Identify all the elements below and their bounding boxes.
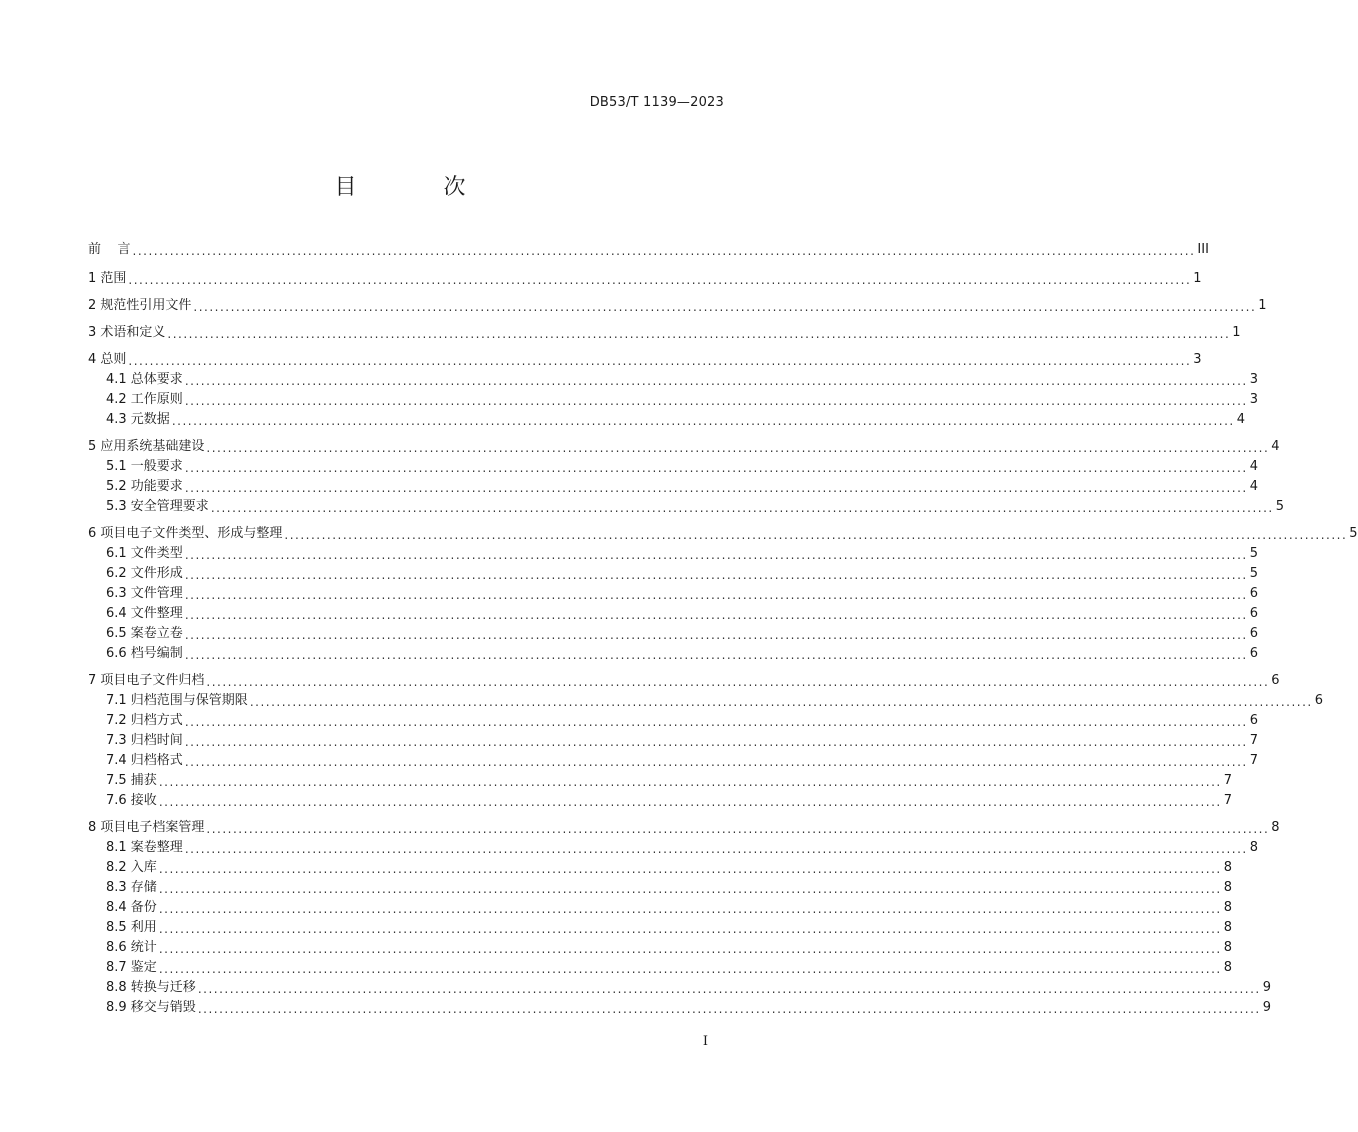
toc-entry-label: 8.9 移交与销毁: [106, 1000, 196, 1015]
toc-entry[interactable]: [106, 390, 1258, 410]
toc-entry-page: III: [1197, 242, 1209, 257]
toc-entry[interactable]: [88, 524, 1358, 544]
toc-entry-label: 6.3 文件管理: [106, 586, 183, 601]
toc-entry-label: 8.3 存储: [106, 880, 157, 895]
toc-entry-page: 6: [1249, 646, 1258, 661]
toc-leader-dots: ........................................................................................................................................................................................................: [158, 902, 1222, 916]
toc-entry-page: 5: [1349, 526, 1358, 541]
toc-leader-dots: ........................................................................................................................................................................................................: [206, 675, 1270, 689]
toc-entry-label: 6.4 文件整理: [106, 606, 183, 621]
toc-leader-dots: ........................................................................................................................................................................................................: [184, 568, 1248, 582]
toc-entry-page: 6: [1271, 673, 1280, 688]
toc-entry-label: 8.6 统计: [106, 940, 157, 955]
page-number: I: [702, 1034, 708, 1049]
toc-entry[interactable]: [88, 323, 1241, 343]
toc-entry[interactable]: [106, 691, 1323, 711]
toc-entry-page: 5: [1249, 546, 1258, 561]
toc-entry[interactable]: [106, 918, 1232, 938]
toc-entry-page: 9: [1262, 980, 1271, 995]
toc-entry-label: 6 项目电子文件类型、形成与整理: [88, 526, 283, 541]
toc-entry-label: 1 范围: [88, 271, 127, 286]
toc-entry-label: 7.2 归档方式: [106, 713, 183, 728]
toc-leader-dots: ........................................................................................................................................................................................................: [184, 588, 1248, 602]
toc-entry-page: 6: [1249, 606, 1258, 621]
toc-leader-dots: ........................................................................................................................................................................................................: [184, 461, 1248, 475]
toc-leader-dots: ........................................................................................................................................................................................................: [184, 394, 1248, 408]
toc-entry[interactable]: [106, 644, 1258, 664]
toc-entry-page: 8: [1271, 820, 1280, 835]
toc-entry[interactable]: [106, 564, 1258, 584]
toc-leader-dots: ........................................................................................................................................................................................................: [197, 1002, 1261, 1016]
toc-entry[interactable]: [106, 624, 1258, 644]
toc-leader-dots: ........................................................................................................................................................................................................: [193, 300, 1257, 314]
toc-entry-label: 8.8 转换与迁移: [106, 980, 196, 995]
toc-entry[interactable]: [106, 604, 1258, 624]
toc-leader-dots: ........................................................................................................................................................................................................: [210, 501, 1274, 515]
toc-leader-dots: ........................................................................................................................................................................................................: [158, 795, 1222, 809]
toc-entry[interactable]: [106, 958, 1232, 978]
toc-entry-label: 4 总则: [88, 352, 127, 367]
toc-entry-page: 8: [1223, 940, 1232, 955]
toc-entry-label: 5.2 功能要求: [106, 479, 183, 494]
toc-leader-dots: ........................................................................................................................................................................................................: [184, 374, 1248, 388]
toc-entry[interactable]: [88, 818, 1280, 838]
toc-entry-page: 6: [1314, 693, 1323, 708]
toc-leader-dots: ........................................................................................................................................................................................................: [249, 695, 1313, 709]
toc-entry-page: 8: [1223, 920, 1232, 935]
toc-entry[interactable]: [106, 477, 1258, 497]
toc-entry[interactable]: [88, 671, 1280, 691]
toc-entry[interactable]: [106, 584, 1258, 604]
toc-leader-dots: ........................................................................................................................................................................................................: [184, 755, 1248, 769]
toc-leader-dots: ........................................................................................................................................................................................................: [184, 715, 1248, 729]
toc-entry-label: 7.6 接收: [106, 793, 157, 808]
toc-leader-dots: ........................................................................................................................................................................................................: [184, 548, 1248, 562]
toc-entry[interactable]: [106, 838, 1258, 858]
toc-leader-dots: ........................................................................................................................................................................................................: [158, 882, 1222, 896]
toc-entry-label: 7 项目电子文件归档: [88, 673, 205, 688]
toc-entry-label: 7.1 归档范围与保管期限: [106, 693, 248, 708]
toc-leader-dots: ........................................................................................................................................................................................................: [184, 628, 1248, 642]
toc-entry-page: 7: [1223, 773, 1232, 788]
toc-leader-dots: ........................................................................................................................................................................................................: [158, 862, 1222, 876]
toc-entry-page: 7: [1249, 753, 1258, 768]
toc-entry-page: 8: [1223, 860, 1232, 875]
toc-entry-page: 6: [1249, 713, 1258, 728]
toc-entry-label: 8.1 案卷整理: [106, 840, 183, 855]
toc-leader-dots: ........................................................................................................................................................................................................: [167, 327, 1231, 341]
toc-entry-label: 4.1 总体要求: [106, 372, 183, 387]
toc-entry-page: 8: [1223, 880, 1232, 895]
toc-leader-dots: ........................................................................................................................................................................................................: [206, 441, 1270, 455]
toc-entry-page: 1: [1258, 298, 1267, 313]
toc-entry-label: 4.2 工作原则: [106, 392, 183, 407]
toc-entry[interactable]: [106, 711, 1258, 731]
toc-entry[interactable]: [106, 497, 1284, 517]
toc-entry-page: 5: [1249, 566, 1258, 581]
toc-entry-label: 7.5 捕获: [106, 773, 157, 788]
toc-leader-dots: ........................................................................................................................................................................................................: [158, 922, 1222, 936]
toc-entry[interactable]: [106, 731, 1258, 751]
toc-leader-dots: ........................................................................................................................................................................................................: [184, 481, 1248, 495]
toc-entry[interactable]: [106, 370, 1258, 390]
toc-leader-dots: ........................................................................................................................................................................................................: [171, 414, 1235, 428]
toc-leader-dots: ........................................................................................................................................................................................................: [158, 775, 1222, 789]
toc-entry-label: 前 言: [88, 242, 131, 257]
toc-entry-label: 8.2 入库: [106, 860, 157, 875]
toc-entry-page: 3: [1193, 352, 1202, 367]
toc-entry[interactable]: [88, 350, 1202, 370]
toc-entry[interactable]: [106, 858, 1232, 878]
toc-entry-label: 2 规范性引用文件: [88, 298, 192, 313]
toc-entry-page: 1: [1193, 271, 1202, 286]
toc-entry-label: 5.1 一般要求: [106, 459, 183, 474]
toc-leader-dots: ........................................................................................................................................................................................................: [197, 982, 1261, 996]
toc-entry-page: 3: [1249, 392, 1258, 407]
toc-entry-label: 5.3 安全管理要求: [106, 499, 209, 514]
toc-leader-dots: ........................................................................................................................................................................................................: [184, 842, 1248, 856]
toc-entry-label: 6.1 文件类型: [106, 546, 183, 561]
toc-entry-label: 6.6 档号编制: [106, 646, 183, 661]
toc-entry[interactable]: [106, 878, 1232, 898]
toc-entry[interactable]: [88, 437, 1280, 457]
toc-leader-dots: ........................................................................................................................................................................................................: [132, 244, 1196, 258]
toc-entry-label: 8.4 备份: [106, 900, 157, 915]
toc-entry-label: 5 应用系统基础建设: [88, 439, 205, 454]
toc-entry-label: 6.2 文件形成: [106, 566, 183, 581]
toc-entry[interactable]: [88, 240, 1209, 260]
toc-entry-page: 4: [1271, 439, 1280, 454]
toc-entry-page: 3: [1249, 372, 1258, 387]
toc-leader-dots: ........................................................................................................................................................................................................: [184, 648, 1248, 662]
toc-entry[interactable]: [106, 978, 1271, 998]
document-code: DB53/T 1139—2023: [589, 95, 724, 110]
toc-entry-page: 6: [1249, 626, 1258, 641]
toc-entry[interactable]: [106, 751, 1258, 771]
toc-entry[interactable]: [88, 296, 1267, 316]
toc-entry-page: 1: [1232, 325, 1241, 340]
toc-entry-page: 4: [1249, 459, 1258, 474]
toc-leader-dots: ........................................................................................................................................................................................................: [206, 822, 1270, 836]
toc-leader-dots: ........................................................................................................................................................................................................: [158, 942, 1222, 956]
toc-leader-dots: ........................................................................................................................................................................................................: [128, 354, 1192, 368]
toc-entry-page: 8: [1223, 960, 1232, 975]
toc-entry-page: 8: [1249, 840, 1258, 855]
toc-entry-page: 9: [1262, 1000, 1271, 1015]
toc-entry-label: 4.3 元数据: [106, 412, 170, 427]
toc-entry-label: 8 项目电子档案管理: [88, 820, 205, 835]
toc-entry[interactable]: [106, 898, 1232, 918]
toc-entry-page: 5: [1275, 499, 1284, 514]
toc-entry[interactable]: [106, 771, 1232, 791]
toc-entry-page: 4: [1249, 479, 1258, 494]
toc-leader-dots: ........................................................................................................................................................................................................: [284, 528, 1348, 542]
toc-entry[interactable]: [106, 938, 1232, 958]
toc-entry[interactable]: [106, 998, 1271, 1018]
toc-leader-dots: ........................................................................................................................................................................................................: [184, 735, 1248, 749]
toc-entry-page: 6: [1249, 586, 1258, 601]
toc-entry[interactable]: [88, 269, 1202, 289]
toc-leader-dots: ........................................................................................................................................................................................................: [158, 962, 1222, 976]
toc-entry-label: 7.4 归档格式: [106, 753, 183, 768]
toc-entry-label: 3 术语和定义: [88, 325, 166, 340]
toc-entry-label: 6.5 案卷立卷: [106, 626, 183, 641]
toc-entry-page: 8: [1223, 900, 1232, 915]
toc-entry-page: 4: [1236, 412, 1245, 427]
toc-entry-label: 8.7 鉴定: [106, 960, 157, 975]
toc-leader-dots: ........................................................................................................................................................................................................: [128, 273, 1192, 287]
toc-entry-label: 7.3 归档时间: [106, 733, 183, 748]
toc-entry-page: 7: [1223, 793, 1232, 808]
toc-entry[interactable]: [106, 457, 1258, 477]
toc-title: 目 次: [334, 175, 506, 200]
toc-leader-dots: ........................................................................................................................................................................................................: [184, 608, 1248, 622]
toc-entry[interactable]: [106, 544, 1258, 564]
toc-entry-page: 7: [1249, 733, 1258, 748]
toc-entry-label: 8.5 利用: [106, 920, 157, 935]
toc-entry[interactable]: [106, 410, 1245, 430]
toc-entry[interactable]: [106, 791, 1232, 811]
